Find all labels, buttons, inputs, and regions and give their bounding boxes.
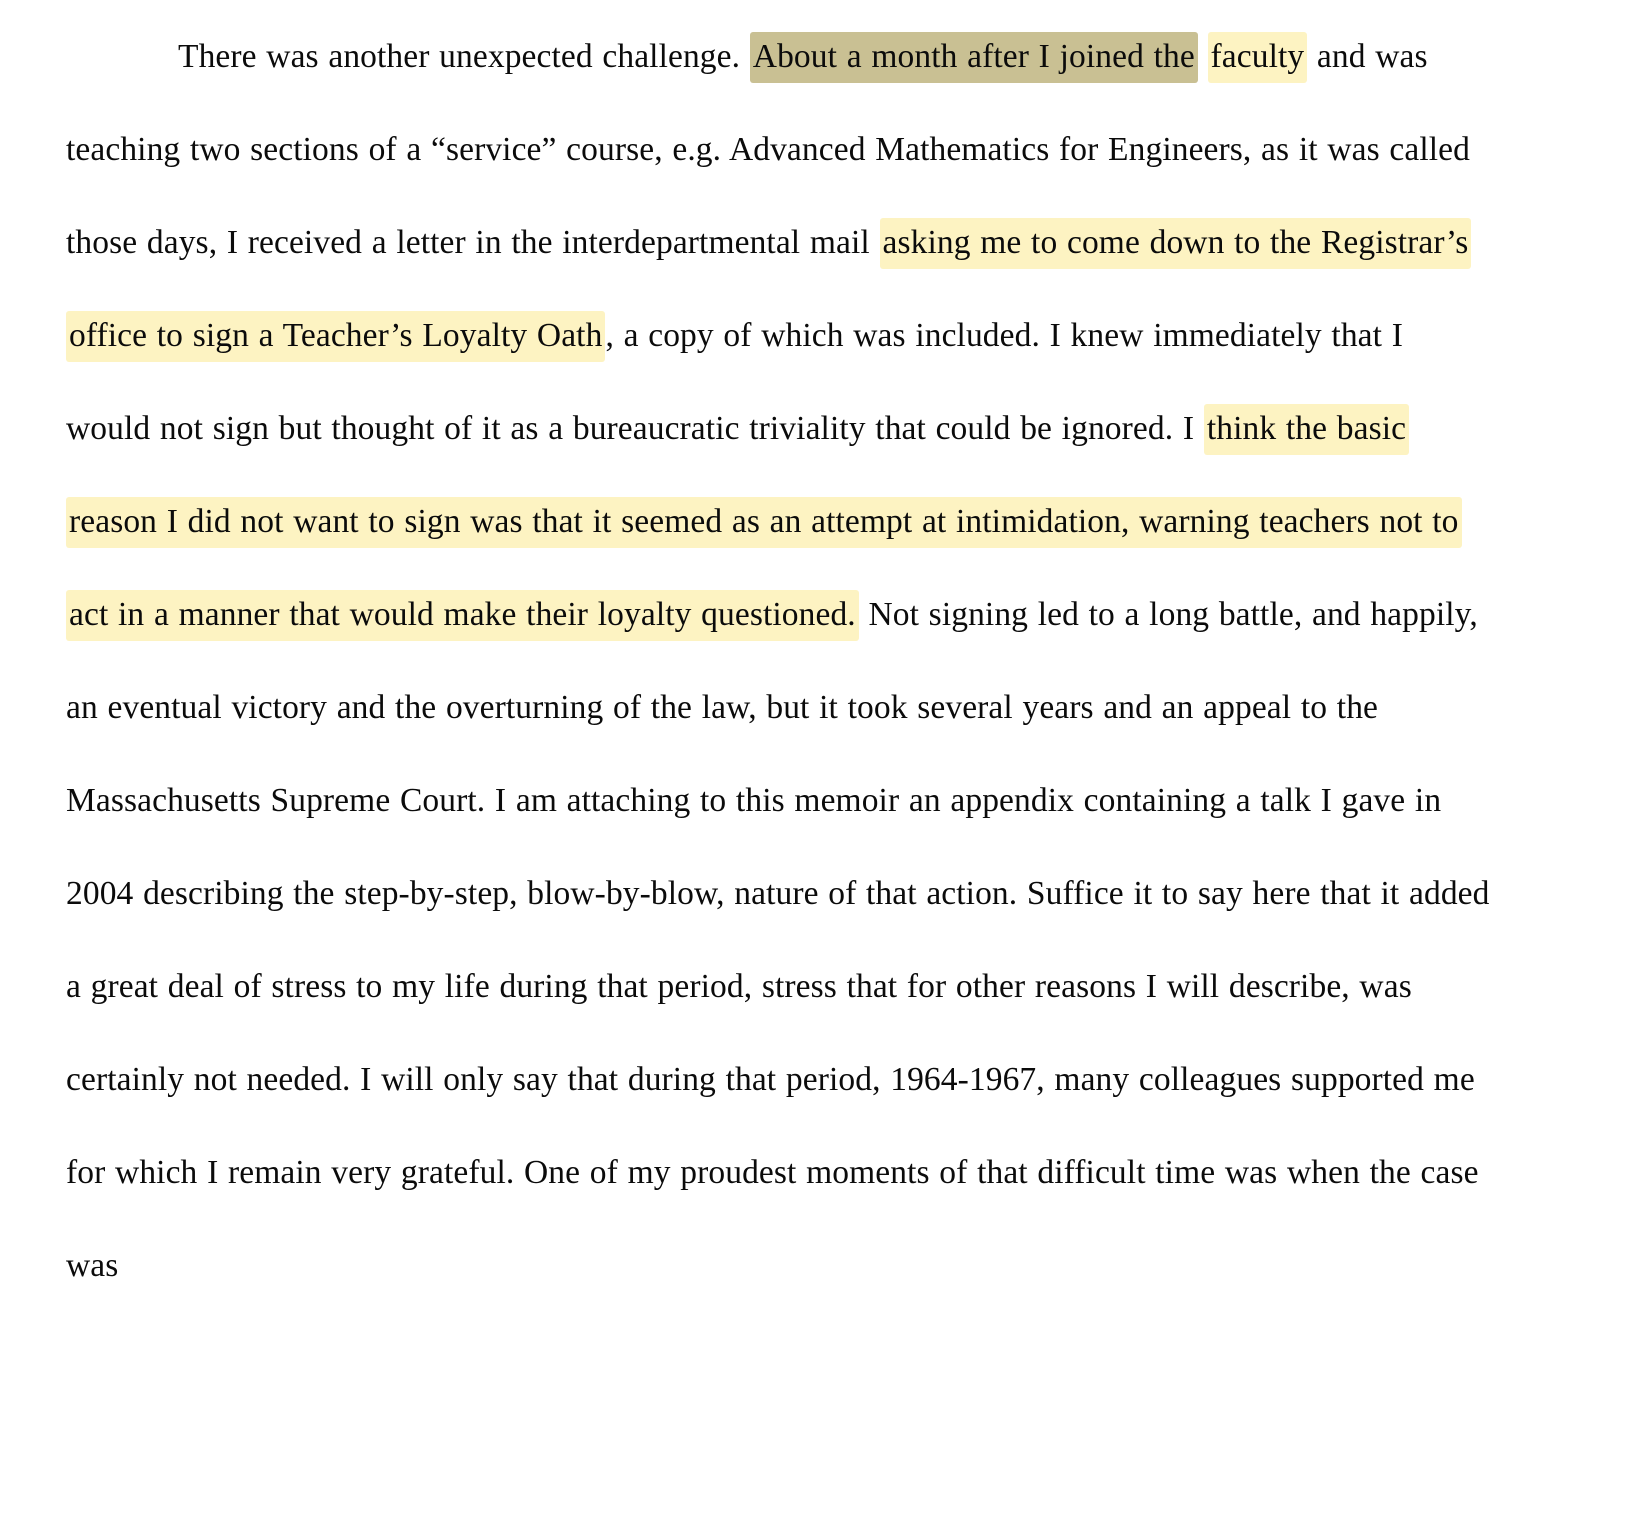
memoir-paragraph xyxy=(66,10,1490,1312)
text-run: , a copy of which was included. I knew immediately that I would not sign but thought of it as a bureaucratic triviality that could be ignored. I xyxy=(66,317,1403,447)
text-run: and was teaching two sections of a “service” course, e.g. Advanced Mathematics for Engineers, as it was called those days, I received a letter in the interdepartmental mail xyxy=(66,38,1470,261)
highlight[interactable]: asking me to come down to the Registrar’s office to sign a Teacher’s Loyalty Oath xyxy=(66,218,1471,362)
text-run: Not signing led to a long battle, and happily, an eventual victory and the overturning of the law, but it took several years and an appeal to the Massachusetts Supreme Court. I am attaching to this memoir an appendix containing a talk I gave in 2004 describing the step-by-step, blow-by-blow, nature of that action. Suffice it to say here that it added a great deal of stress to my life during that period, stress that for other reasons I will describe, was certainly not needed. I will only say that during that period, 1964-1967, many colleagues supported me for which I remain very grateful. One of my proudest moments of that difficult time was when the case was xyxy=(66,596,1490,1284)
text-run xyxy=(1198,38,1208,75)
highlight[interactable]: think the basic reason I did not want to sign was that it seemed as an attempt at intimidation, warning teachers not to act in a manner that would make their loyalty questioned. xyxy=(66,404,1462,641)
highlight[interactable]: faculty xyxy=(1208,32,1308,83)
highlight-active[interactable]: About a month after I joined the xyxy=(750,32,1198,83)
text-run: There was another unexpected challenge. xyxy=(178,38,750,75)
